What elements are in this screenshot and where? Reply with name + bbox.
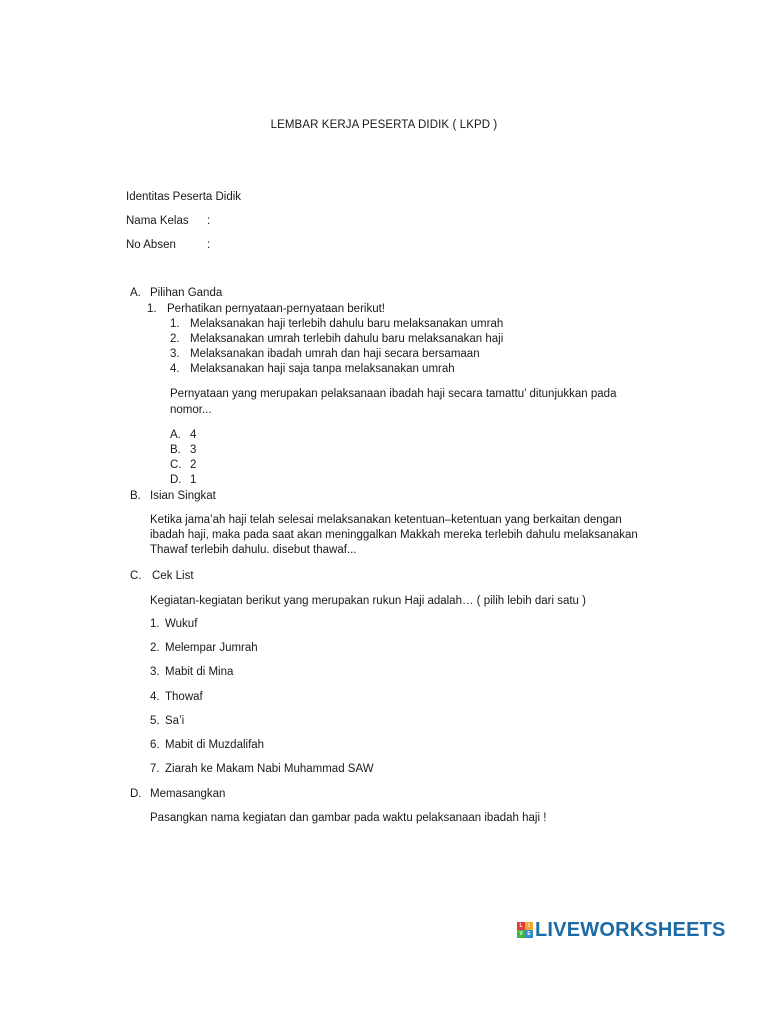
statement-text: Melaksanakan umrah terlebih dahulu baru melaksanakan haji (190, 333, 504, 345)
mark-letter: I (525, 922, 533, 930)
checklist-number: 1. (150, 618, 160, 630)
question-prompt-line: nomor... (170, 404, 212, 416)
statement-text: Melaksanakan haji terlebih dahulu baru melaksanakan umrah (190, 318, 504, 330)
checklist-number: 7. (150, 763, 160, 775)
statement-text: Melaksanakan ibadah umrah dan haji secara bersamaan (190, 348, 480, 360)
checklist-number: 6. (150, 739, 160, 751)
page-title: LEMBAR KERJA PESERTA DIDIK ( LKPD ) (270, 119, 498, 131)
class-colon: : (207, 215, 211, 227)
question-prompt-line: Pernyataan yang merupakan pelaksanaan ibadah haji secara tamattu’ ditunjukkan pada (170, 388, 617, 400)
question-text: Perhatikan pernyataan-pernyataan berikut! (167, 303, 386, 315)
identity-heading: Identitas Peserta Didik (126, 191, 242, 203)
mark-letter: L (517, 922, 525, 930)
section-b-marker: B. (130, 490, 141, 502)
question-number: 1. (147, 303, 157, 315)
statement-number: 1. (170, 318, 180, 330)
section-b-title: Isian Singkat (150, 490, 216, 502)
option-d-value[interactable]: 1 (190, 474, 197, 486)
section-d-title: Memasangkan (150, 788, 226, 800)
statement-number: 2. (170, 333, 180, 345)
checklist-number: 2. (150, 642, 160, 654)
section-c-prompt: Kegiatan-kegiatan berikut yang merupakan rukun Haji adalah… ( pilih lebih dari satu ) (150, 595, 586, 607)
option-b-value[interactable]: 3 (190, 444, 197, 456)
liveworksheets-text: LIVEWORKSHEETS (535, 919, 726, 941)
mark-letter: E (525, 930, 533, 938)
checklist-item-sai[interactable]: Sa’i (165, 715, 185, 727)
section-b-text-line: Ketika jama’ah haji telah selesai melaksanakan ketentuan–ketentuan yang berkaitan dengan (150, 514, 622, 526)
section-a-title: Pilihan Ganda (150, 287, 223, 299)
option-a-value[interactable]: 4 (190, 429, 197, 441)
checklist-item-melempar-jumrah[interactable]: Melempar Jumrah (165, 642, 258, 654)
option-c-value[interactable]: 2 (190, 459, 197, 471)
section-b-text-line: Thawaf terlebih dahulu. disebut thawaf... (150, 544, 357, 556)
liveworksheets-logo (517, 920, 726, 940)
statement-text: Melaksanakan haji saja tanpa melaksanakan umrah (190, 363, 455, 375)
checklist-item-thowaf[interactable]: Thowaf (165, 691, 203, 703)
section-c-title: Cek List (152, 570, 194, 582)
checklist-item-wukuf[interactable]: Wukuf (165, 618, 198, 630)
class-label: Nama Kelas (126, 215, 189, 227)
checklist-item-mabit-muzdalifah[interactable]: Mabit di Muzdalifah (165, 739, 265, 751)
statement-number: 3. (170, 348, 180, 360)
section-b-text-line: ibadah haji, maka pada saat akan meninggalkan Makkah mereka terlebih dahulu melaksanakan (150, 529, 638, 541)
option-letter: B. (170, 444, 181, 456)
checklist-number: 5. (150, 715, 160, 727)
checklist-item-mabit-mina[interactable]: Mabit di Mina (165, 666, 234, 678)
checklist-number: 3. (150, 666, 160, 678)
statement-number: 4. (170, 363, 180, 375)
absen-colon: : (207, 239, 211, 251)
option-letter: A. (170, 429, 181, 441)
checklist-number: 4. (150, 691, 160, 703)
option-letter: D. (170, 474, 182, 486)
section-d-prompt: Pasangkan nama kegiatan dan gambar pada waktu pelaksanaan ibadah haji ! (150, 812, 547, 824)
checklist-item-ziarah[interactable]: Ziarah ke Makam Nabi Muhammad SAW (165, 763, 374, 775)
option-letter: C. (170, 459, 182, 471)
section-a-marker: A. (130, 287, 141, 299)
mark-letter: V (517, 930, 525, 938)
liveworksheets-mark-icon (517, 922, 533, 938)
absen-label: No Absen (126, 239, 176, 251)
section-c-marker: C. (130, 570, 142, 582)
section-d-marker: D. (130, 788, 142, 800)
